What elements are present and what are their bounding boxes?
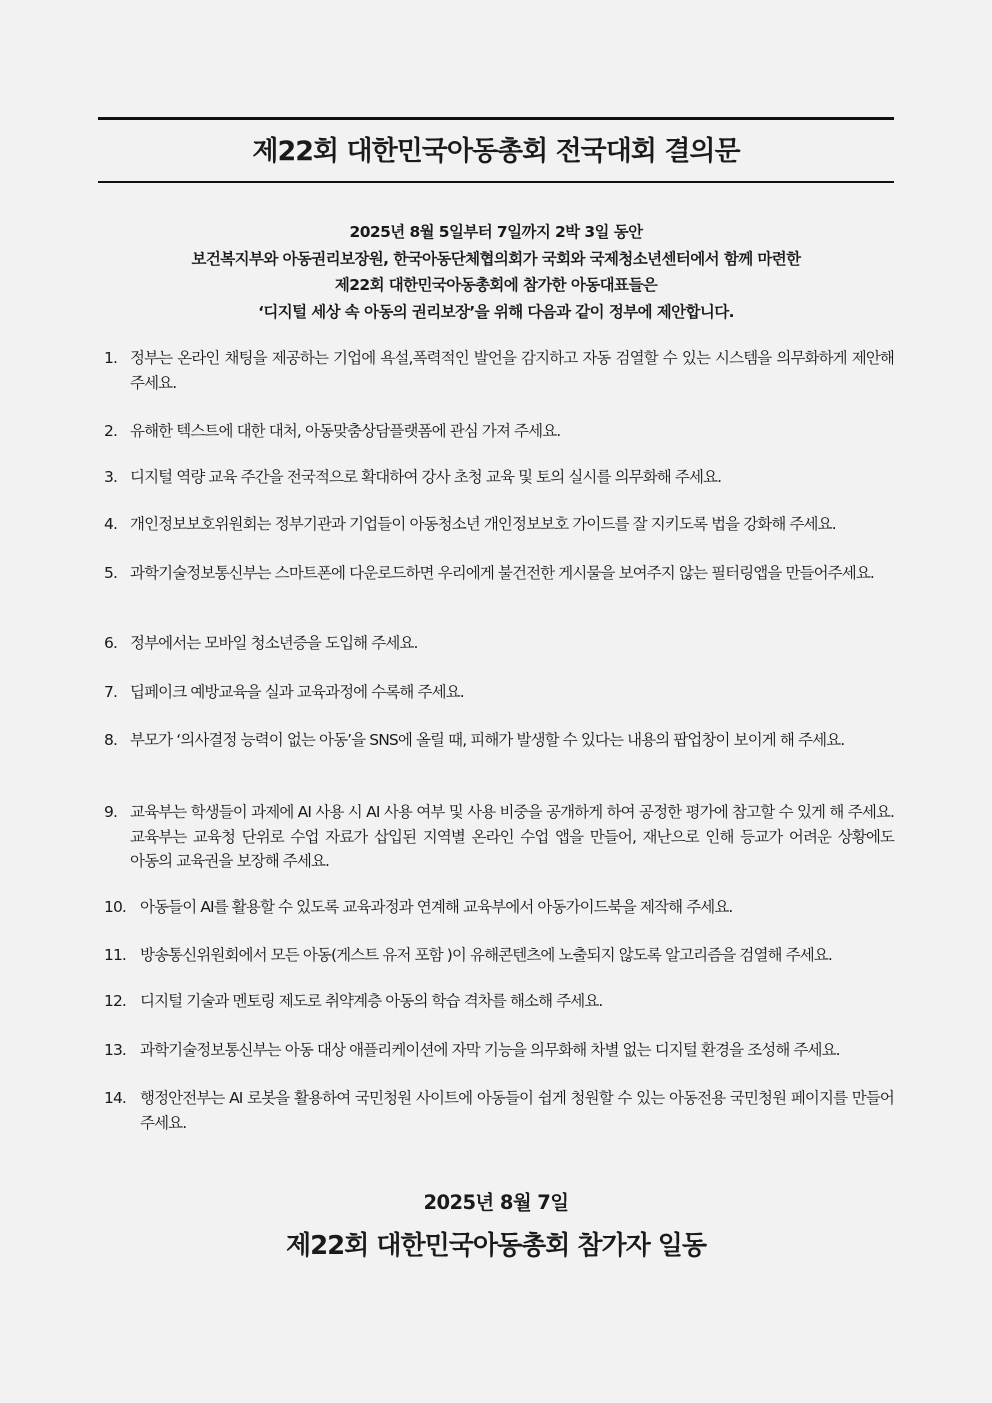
item-text: 딥페이크 예방교육을 실과 교육과정에 수록해 주세요. [130,683,464,701]
item-number: 5. [104,564,117,582]
proposal-item [104,631,894,656]
item-text: 개인정보보호위원회는 정부기관과 기업들이 아동청소년 개인정보보호 가이드를 잘 지키도록 법을 강화해 주세요. [130,515,836,533]
proposal-item [104,1038,894,1063]
proposal-item [104,680,894,705]
item-number: 4. [104,515,117,533]
proposal-item [104,989,894,1014]
item-text: 아동들이 AI를 활용할 수 있도록 교육과정과 연계해 교육부에서 아동가이드북을 제작해 주세요. [140,898,733,916]
item-number: 9. [104,803,117,821]
proposal-item [104,346,894,395]
proposal-item [104,1086,894,1135]
item-text: 디지털 역량 교육 주간을 전국적으로 확대하여 강사 초청 교육 및 토의 실시를 의무화해 주세요. [130,468,722,486]
item-number: 7. [104,683,117,701]
intro-line: 보건복지부와 아동권리보장원, 한국아동단체협의회가 국회와 국제청소년센터에서 함께 마련한 [191,249,801,268]
item-number: 8. [104,731,117,749]
title-top-rule [98,117,894,120]
proposal-item [104,465,894,490]
resolution-date: 2025년 8월 7일 [423,1191,569,1214]
document-title: 제22회 대한민국아동총회 전국대회 결의문 [252,136,740,167]
item-text: 디지털 기술과 멘토링 제도로 취약계층 아동의 학습 격차를 해소해 주세요. [140,992,603,1010]
proposal-item [104,943,894,968]
proposal-item [104,419,894,444]
item-number: 1. [104,349,117,367]
proposal-item [104,728,894,753]
item-text: 교육부는 학생들이 과제에 AI 사용 시 AI 사용 여부 및 사용 비중을 공개하게 하여 공정한 평가에 참고할 수 있게 해 주세요. 교육부는 교육청 단위로 수업 자료가 삽입된 지역별 온라인 수업 앱을 만들어, 재난으로 인해 등교가 어려운 상황에도 아동의 교육권을 보장해 주세요. [130,803,894,870]
item-text: 행정안전부는 AI 로봇을 활용하여 국민청원 사이트에 아동들이 쉽게 청원할 수 있는 아동전용 국민청원 페이지를 만들어 주세요. [140,1089,894,1132]
item-text: 방송통신위원회에서 모든 아동(게스트 유저 포함 )이 유해콘텐츠에 노출되지 않도록 알고리즘을 검열해 주세요. [140,946,832,964]
item-number: 3. [104,468,117,486]
item-text: 과학기술정보통신부는 아동 대상 애플리케이션에 자막 기능을 의무화해 차별 없는 디지털 환경을 조성해 주세요. [140,1041,840,1059]
item-number: 11. [104,946,126,964]
item-text: 정부에서는 모바일 청소년증을 도입해 주세요. [130,634,418,652]
resolution-signer: 제22회 대한민국아동총회 참가자 일동 [285,1231,707,1261]
item-text: 과학기술정보통신부는 스마트폰에 다운로드하면 우리에게 불건전한 게시물을 보여주지 않는 필터링앱을 만들어주세요. [130,564,874,582]
item-text: 유해한 텍스트에 대한 대처, 아동맞춤상담플랫폼에 관심 가져 주세요. [130,422,561,440]
item-number: 13. [104,1041,126,1059]
title-bottom-rule [98,181,894,183]
item-number: 14. [104,1089,126,1107]
item-text: 부모가 ‘의사결정 능력이 없는 아동’을 SNS에 올릴 때, 피해가 발생할 수 있다는 내용의 팝업창이 보이게 해 주세요. [130,731,845,749]
item-number: 2. [104,422,117,440]
intro-line: 제22회 대한민국아동총회에 참가한 아동대표들은 [334,276,658,294]
intro-paragraph [98,219,894,325]
proposal-item [104,895,894,920]
item-text: 정부는 온라인 채팅을 제공하는 기업에 욕설,폭력적인 발언을 감지하고 자동 검열할 수 있는 시스템을 의무화하게 제안해 주세요. [130,349,894,392]
item-number: 6. [104,634,117,652]
proposal-item [104,512,894,537]
proposal-item [104,561,894,586]
item-number: 12. [104,992,126,1010]
proposal-item [104,800,894,874]
intro-line: 2025년 8월 5일부터 7일까지 2박 3일 동안 [349,223,643,241]
item-number: 10. [104,898,126,916]
intro-line: ‘디지털 세상 속 아동의 권리보장’을 위해 다음과 같이 정부에 제안합니다. [258,302,734,321]
